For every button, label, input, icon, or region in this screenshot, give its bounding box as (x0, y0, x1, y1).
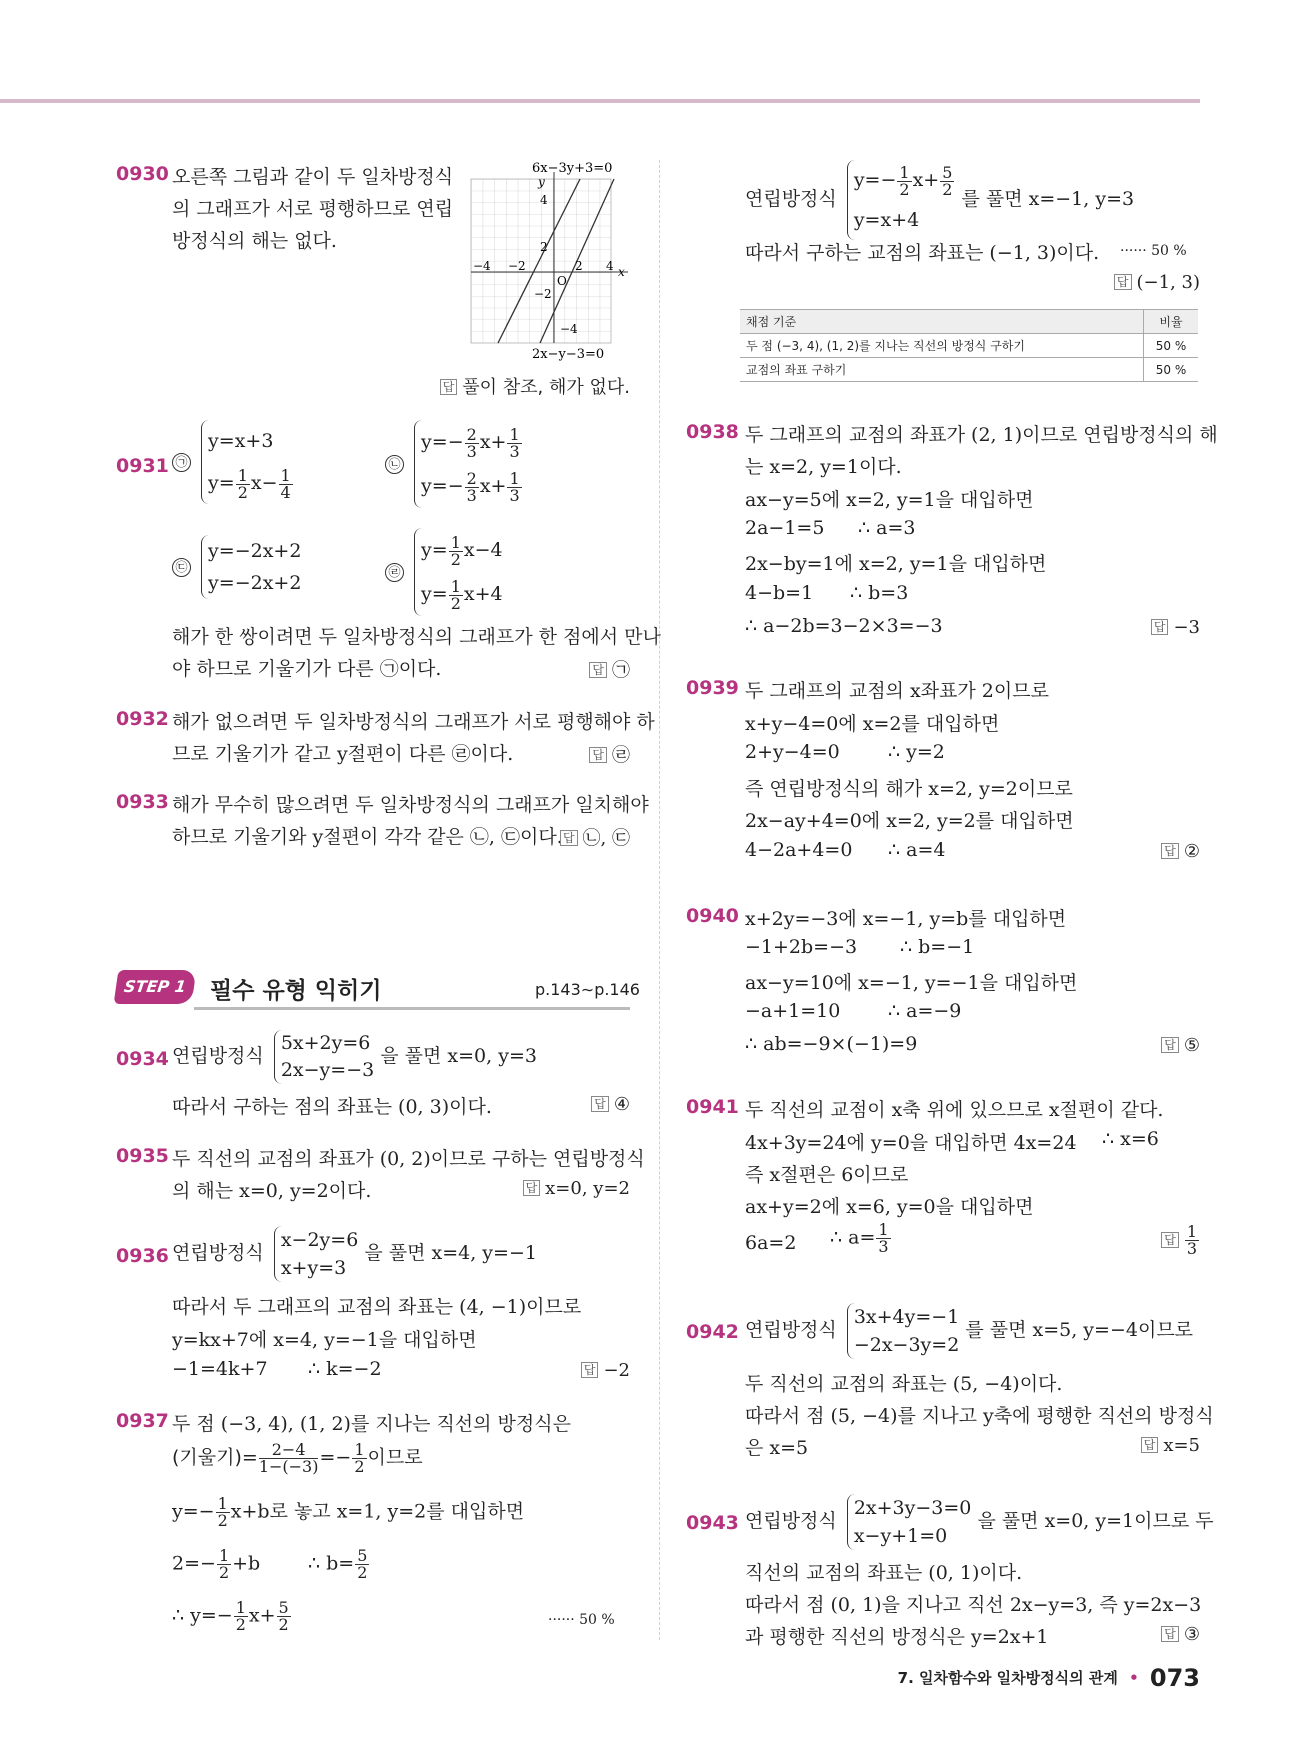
problem-number: 0936 (116, 1245, 169, 1267)
section-title: 필수 유형 익히기 (210, 978, 382, 1004)
problem-number: 0934 (116, 1048, 169, 1070)
problem-number: 0942 (686, 1321, 739, 1343)
page-footer (898, 1664, 1200, 1692)
graph-figure (468, 158, 636, 363)
svg-text:6x−3y+3=0: 6x−3y+3=0 (532, 161, 613, 176)
problem-number: 0935 (116, 1145, 169, 1167)
svg-text:−4: −4 (560, 322, 578, 336)
answer: 답 ③ (1161, 1624, 1200, 1645)
problem-number: 0937 (116, 1410, 169, 1432)
bullet: • (1129, 1669, 1139, 1687)
problem-number: 0932 (116, 708, 169, 730)
svg-text:2x−y−3=0: 2x−y−3=0 (532, 347, 605, 362)
top-rule (0, 99, 1200, 103)
answer: 답 ② (1161, 841, 1200, 862)
answer: 답 −2 (581, 1360, 630, 1381)
answer: 답 (−1, 3) (1114, 272, 1200, 293)
svg-text:4: 4 (606, 259, 614, 273)
chapter-title: 7. 일차함수와 일차방정식의 관계 (897, 1669, 1118, 1687)
svg-text:x: x (618, 265, 625, 279)
table-row: 교점의 좌표 구하기 50 % (740, 358, 1198, 382)
svg-text:y: y (538, 175, 545, 189)
answer: 답 x=0, y=2 (523, 1178, 630, 1199)
answer: 답 ⑤ (1161, 1035, 1200, 1056)
svg-text:−2: −2 (534, 287, 552, 301)
table-row: 두 점 (−3, 4), (1, 2)를 지나는 직선의 방정식 구하기 50 % (740, 334, 1198, 358)
answer: 답 ㉣ (589, 741, 630, 767)
problem-number: 0933 (116, 791, 169, 813)
problem-number: 0930 (116, 163, 169, 185)
answer: 답 −3 (1151, 617, 1200, 638)
problem-number: 0939 (686, 677, 739, 699)
problem-number: 0943 (686, 1512, 739, 1534)
answer: 답 풀이 참조, 해가 없다. (440, 373, 630, 399)
scoring-table: 채점 기준 비율 두 점 (−3, 4), (1, 2)를 지나는 직선의 방정식 구하기 50 % 교점의 좌표 구하기 50 % (740, 309, 1198, 382)
problem-number: 0941 (686, 1096, 739, 1118)
svg-text:2: 2 (575, 259, 583, 273)
svg-text:O: O (557, 274, 567, 288)
page-range: p.143∼p.146 (535, 980, 640, 999)
section-rule (194, 1007, 630, 1010)
problem-number: 0940 (686, 905, 739, 927)
answer: 답 ④ (591, 1094, 630, 1115)
answer: 답 x=5 (1141, 1435, 1200, 1456)
answer: 답 ㉠ (589, 656, 630, 682)
answer: 답 $\frac{1}{3}$ (1161, 1224, 1200, 1257)
svg-text:4: 4 (540, 193, 548, 207)
problem-number: 0931 (116, 455, 169, 477)
svg-text:−4: −4 (473, 259, 491, 273)
problem-number: 0938 (686, 421, 739, 443)
step-badge: STEP 1 (114, 970, 197, 1004)
svg-text:2: 2 (540, 240, 548, 254)
page-number: 073 (1149, 1664, 1200, 1692)
column-divider (659, 160, 660, 1640)
svg-text:−2: −2 (508, 259, 526, 273)
answer: 답 ㉡, ㉢ (560, 824, 630, 850)
